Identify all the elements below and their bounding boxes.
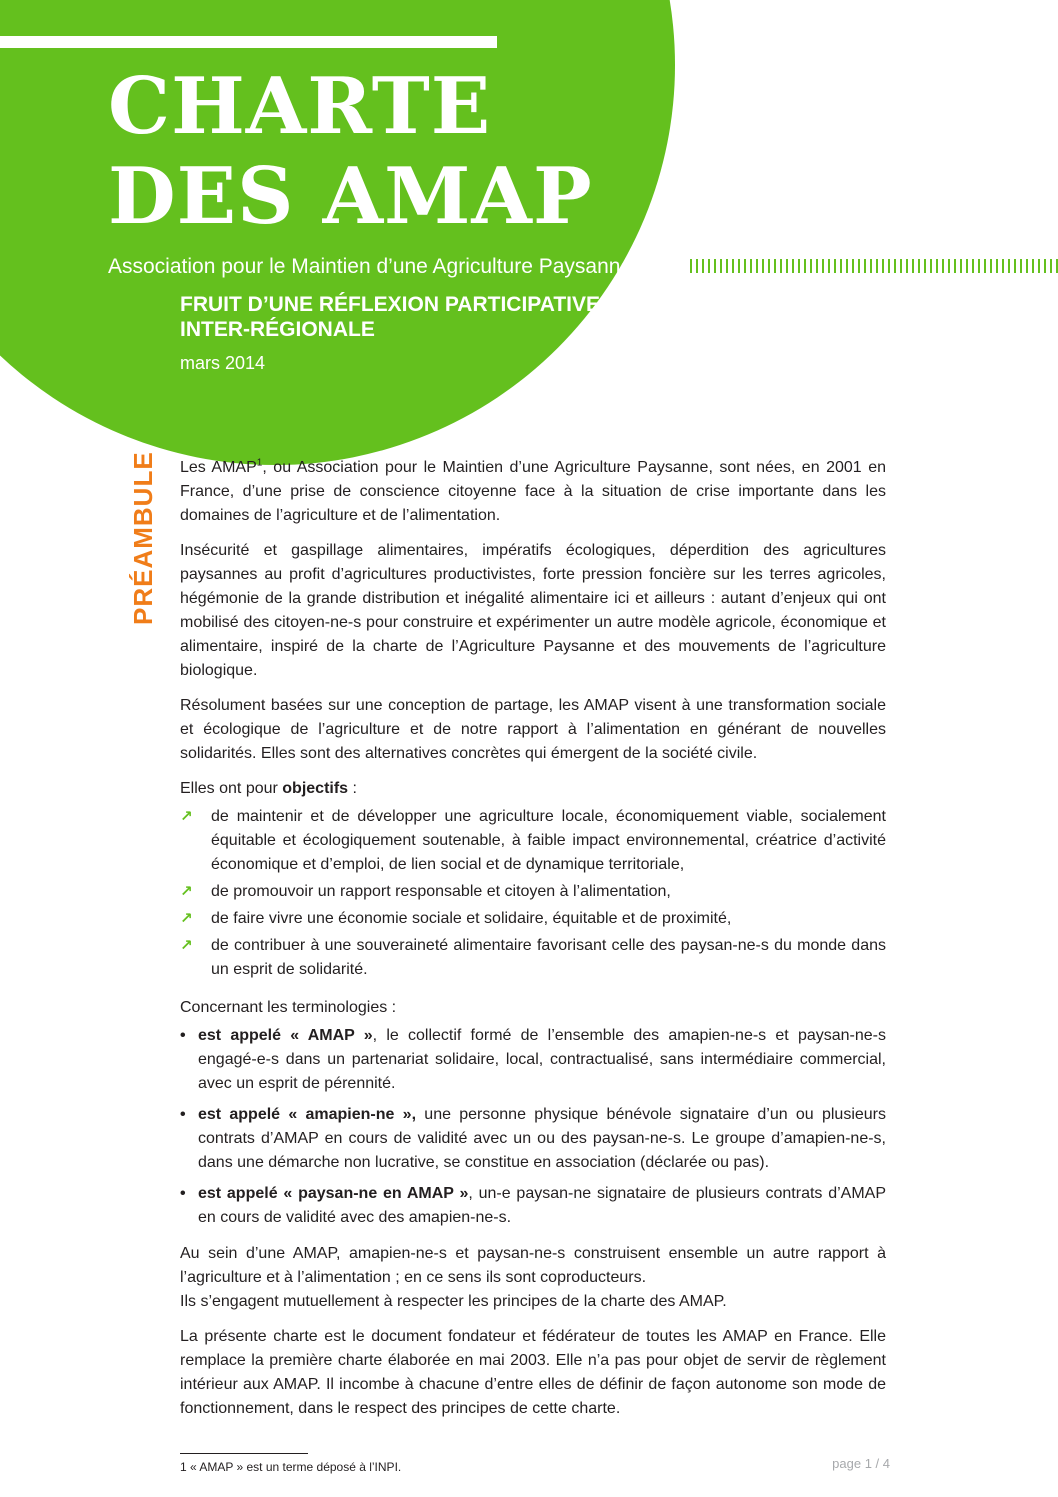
title-line-2: DES AMAP xyxy=(108,151,593,242)
header-rule xyxy=(0,36,497,48)
list-item xyxy=(180,1103,886,1175)
footnote-ref: 1 xyxy=(256,457,263,469)
document-subtitle: Association pour le Maintien d’une Agriculture Paysanne xyxy=(108,255,633,278)
footnote-divider xyxy=(180,1453,308,1454)
term-name: est appelé « AMAP » xyxy=(198,1027,373,1044)
paragraph-commitment: Ils s’engagent mutuellement à respecter les principes de la charte des AMAP. xyxy=(180,1293,727,1310)
paragraph-intro xyxy=(180,456,886,528)
term-definition: , un-e paysan-ne signataire de plusieurs contrats d’AMAP en cours de validité avec des amapien-ne-s. xyxy=(198,1185,887,1226)
terminology-list xyxy=(180,1024,886,1230)
arrow-up-right-icon: ↗ xyxy=(180,910,193,927)
arrow-up-right-icon: ↗ xyxy=(180,808,193,825)
tagline-line-2: INTER-RÉGIONALE xyxy=(180,318,375,341)
objectives-intro-text: Elles ont pour xyxy=(180,780,283,797)
paragraph-coproducers: Au sein d’une AMAP, amapien-ne-s et paysan-ne-s construisent ensemble un autre rapport à l’agriculture et à l’alimentation ; en ce sens ils sont coproducteurs. xyxy=(180,1245,886,1286)
objectives-intro xyxy=(180,777,886,801)
list-item xyxy=(180,1182,886,1230)
bullet-icon: • xyxy=(180,1185,186,1202)
list-item xyxy=(180,1024,886,1096)
term-definition: , le collectif formé de l’ensemble des amapien-ne-s et paysan-ne-s engagé-e-s dans un partenariat solidaire, local, contractualisé, sans intermédiaire commercial, avec un esprit de pérennité. xyxy=(198,1027,886,1092)
arrow-up-right-icon: ↗ xyxy=(180,883,193,900)
paragraph-intro-end: , ou Association pour le Maintien d’une Agriculture Paysanne, sont nées, en 2001 en France, d’une prise de conscience citoyenne face à la situation de crise importante dans les domaines de l’agriculture et de l’alimentation. xyxy=(180,459,887,524)
footnote: 1 « AMAP » est un terme déposé à l’INPI. xyxy=(180,1460,402,1474)
list-item xyxy=(180,934,886,982)
objective-text: de maintenir et de développer une agriculture locale, économiquement viable, socialement équitable et écologiquement soutenable, à faible impact environnemental, créatrice d’activité économique et d’emploi, de lien social et de dynamique territoriale, xyxy=(211,808,886,873)
term-name: est appelé « amapien-ne », xyxy=(198,1106,417,1123)
bullet-icon: • xyxy=(180,1106,186,1123)
page-number: page 1 / 4 xyxy=(832,1456,890,1471)
paragraph-charter-scope: La présente charte est le document fondateur et fédérateur de toutes les AMAP en France. Elle remplace la première charte élaborée en mai 2003. Elle n’a pas pour objet de servir de règlement intérieur aux AMAP. Il incombe à chacune d’entre elles de définir de façon autonome son mode de fonctionnement, dans le respect des principes de cette charte. xyxy=(180,1328,886,1417)
terminology-intro: Concernant les terminologies : xyxy=(180,999,397,1016)
list-item xyxy=(180,880,886,904)
objectives-keyword: objectifs xyxy=(282,780,349,797)
paragraph-intro-start: Les AMAP xyxy=(180,459,257,476)
section-label-preambule: PRÉAMBULE xyxy=(128,451,158,625)
document-date: mars 2014 xyxy=(180,353,266,373)
list-item xyxy=(180,805,886,877)
objective-text: de contribuer à une souveraineté alimentaire favorisant celle des paysan-ne-s du monde dans un esprit de solidarité. xyxy=(211,937,886,978)
bullet-icon: • xyxy=(180,1027,186,1044)
arrow-up-right-icon: ↗ xyxy=(180,937,193,954)
term-name: est appelé « paysan-ne en AMAP » xyxy=(198,1185,469,1202)
preamble-body xyxy=(180,456,886,1432)
paragraph-issues: Insécurité et gaspillage alimentaires, impératifs écologiques, déperdition des agricultures paysannes au profit d’agricultures productivistes, forte pression foncière sur les terres agricoles, hégémonie de la grande distribution et inégalité alimentaire ici et ailleurs : autant d’enjeux qui ont mobilisé des citoyen-ne-s pour construire et expérimenter un autre modèle agricole, économique et alimentaire, inspiré de la charte de l’Agriculture Paysanne et des mouvements de l’agriculture biologique. xyxy=(180,542,886,679)
tagline xyxy=(180,292,600,342)
objective-text: de faire vivre une économie sociale et solidaire, équitable et de proximité, xyxy=(211,910,732,927)
list-item xyxy=(180,907,886,931)
tagline-line-1: FRUIT D’UNE RÉFLEXION PARTICIPATIVE xyxy=(180,293,601,316)
document-title xyxy=(108,62,593,242)
term-definition: une personne physique bénévole signataire d’un ou plusieurs contrats d’AMAP en cours de validité avec un ou des paysan-ne-s. Le groupe d’amapien-ne-s, dans une démarche non lucrative, se constitue en association (déclarée ou pas). xyxy=(198,1106,887,1171)
dotted-divider xyxy=(690,259,1058,273)
title-line-1: CHARTE xyxy=(108,61,492,152)
objectives-colon: : xyxy=(348,780,357,797)
objectives-list xyxy=(180,805,886,982)
paragraph-vision: Résolument basées sur une conception de partage, les AMAP visent à une transformation sociale et écologique de l’agriculture et de notre rapport à l’alimentation en générant de nouvelles solidarités. Elles sont des alternatives concrètes qui émergent de la société civile. xyxy=(180,697,886,762)
objective-text: de promouvoir un rapport responsable et citoyen à l’alimentation, xyxy=(211,883,671,900)
